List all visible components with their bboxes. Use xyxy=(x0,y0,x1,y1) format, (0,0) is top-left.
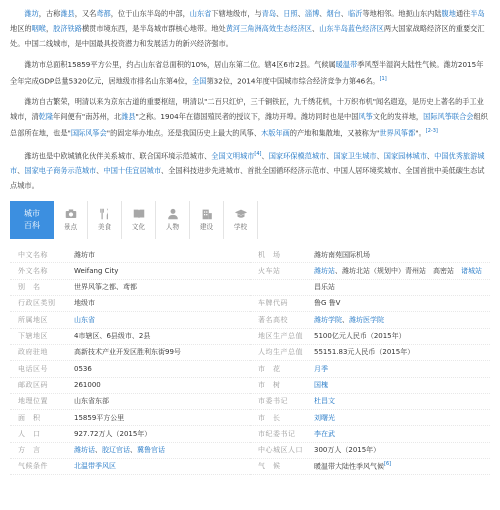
inline-link[interactable]: 国际风筝会 xyxy=(70,128,107,138)
text-run: 的产地和集散地，又被称为" xyxy=(289,128,380,138)
info-row xyxy=(250,378,490,394)
inline-link[interactable]: 杜昌文 xyxy=(314,397,335,406)
text-run: 地区的 xyxy=(10,24,32,33)
inline-link[interactable]: 国际风筝联合会 xyxy=(423,112,474,122)
inline-link[interactable]: 鸢都 xyxy=(96,9,111,18)
inline-link[interactable]: 木版年画 xyxy=(261,128,290,138)
info-key: 气候条件 xyxy=(18,462,48,471)
info-key: 机 场 xyxy=(258,250,281,259)
text-run: 、 xyxy=(261,151,269,161)
info-key: 人 口 xyxy=(18,429,41,438)
info-value xyxy=(74,331,250,342)
inline-link[interactable]: 潍坊 xyxy=(24,9,39,18)
info-value xyxy=(314,331,490,342)
inline-link[interactable]: 日照 xyxy=(283,9,298,18)
info-key: 邮政区码 xyxy=(18,380,48,389)
text-run: 山东省东部 xyxy=(74,397,109,406)
info-key: 方 言 xyxy=(18,446,41,455)
info-value xyxy=(314,298,490,309)
info-value xyxy=(74,266,250,277)
card-tab-label: 人物 xyxy=(165,223,180,232)
inline-link[interactable]: 刘曙光 xyxy=(314,413,335,422)
text-run: 、 xyxy=(130,446,137,455)
info-row xyxy=(10,394,250,410)
graduation-cap-icon xyxy=(234,207,248,221)
text-run: 0536 xyxy=(74,364,92,373)
card-tab-label: 学校 xyxy=(233,223,248,232)
inline-link[interactable]: 潍坊话 xyxy=(74,446,95,455)
text-run: 世界风筝之都、鸢都 xyxy=(74,283,137,292)
text-run: "。 xyxy=(415,128,426,138)
inline-link[interactable]: 咽喉 xyxy=(31,24,46,33)
info-row xyxy=(10,280,250,296)
text-run: 地级市 xyxy=(74,299,95,308)
inline-link[interactable]: 中国十佳宜居城市 xyxy=(103,166,162,176)
text-run: 、 xyxy=(342,315,349,324)
info-row xyxy=(10,426,250,442)
card-tab-building[interactable] xyxy=(190,201,224,239)
info-value xyxy=(74,445,250,456)
info-key: 人均生产总值 xyxy=(258,348,303,357)
info-row xyxy=(250,459,490,475)
card-tab-label: 美食 xyxy=(97,223,112,232)
inline-link[interactable]: 全国 xyxy=(192,76,207,86)
text-run: 潍坊市总面积15859平方公里，约占山东省总面积的10%，居山东第二位。辖4区6市2县。气候属 xyxy=(24,60,336,69)
text-run: 5100亿元人民币（2015年） xyxy=(314,332,406,341)
info-key: 地理位置 xyxy=(18,397,48,406)
text-run: 昌乐站 xyxy=(314,283,335,292)
info-key: 市 长 xyxy=(258,413,281,422)
text-run: 暖温带大陆性季风气候 xyxy=(314,462,384,471)
inline-link[interactable]: 烟台 xyxy=(326,9,341,18)
info-key: 市委书记 xyxy=(258,397,288,406)
text-run: 潍坊自古繁荣，明清以来为京东古道的重要枢纽，明清以"二百只红炉，三千铜铁匠，九千绣花机，十万织布机"闻名遐迩，是历史上著名的手工业城市，清 xyxy=(10,97,484,122)
city-card-bar xyxy=(10,201,490,239)
info-row xyxy=(250,247,490,263)
info-value xyxy=(314,347,490,358)
inline-link[interactable]: 风筝 xyxy=(358,112,373,122)
info-row xyxy=(10,443,250,459)
info-key: 政府驻地 xyxy=(18,348,48,357)
info-value xyxy=(74,250,250,261)
card-tab-label: 建设 xyxy=(199,223,214,232)
inline-link[interactable]: 潍坊学院 xyxy=(314,315,342,324)
info-key: 中心城区人口 xyxy=(258,446,303,455)
info-row xyxy=(10,378,250,394)
card-tab-person[interactable] xyxy=(156,201,190,239)
inline-link[interactable]: 临沂 xyxy=(348,9,363,18)
text-run: 年间便有"南苏州，北 xyxy=(53,112,122,122)
info-key: 车牌代码 xyxy=(258,299,288,308)
info-value xyxy=(74,429,250,440)
info-row xyxy=(10,329,250,345)
text-run: 261000 xyxy=(74,380,101,389)
cutlery-icon xyxy=(98,207,112,221)
inline-link[interactable]: 国家卫生城市 xyxy=(333,151,377,161)
inline-link[interactable]: 国家环保模范城市 xyxy=(268,151,327,161)
basic-info-box xyxy=(10,247,490,475)
card-bar-spacer xyxy=(258,201,490,239)
inline-link[interactable]: 全国文明城市 xyxy=(211,151,255,161)
info-row xyxy=(250,361,490,377)
inline-link[interactable]: 暖温带 xyxy=(335,60,358,69)
logo-line: 百科 xyxy=(24,221,40,231)
inline-link[interactable]: 诸城站 xyxy=(461,266,482,275)
info-value xyxy=(314,266,490,277)
card-tab-graduation-cap[interactable] xyxy=(224,201,258,239)
text-run: ，古称 xyxy=(38,9,61,18)
citation-link[interactable]: [2-3] xyxy=(425,128,438,135)
info-row xyxy=(10,247,250,263)
info-value xyxy=(74,396,250,407)
city-encyclopedia-logo[interactable] xyxy=(10,201,54,239)
card-tab-label: 景点 xyxy=(63,223,78,232)
info-key: 市 树 xyxy=(258,380,281,389)
info-value xyxy=(314,396,490,407)
info-row xyxy=(250,394,490,410)
text-run: "之称。1904年在德国殖民者的授议下，潍坊开埠。潍坊同时也是中国 xyxy=(135,112,359,122)
info-row xyxy=(250,263,490,279)
info-key: 地区生产总值 xyxy=(258,332,303,341)
text-run: 潍坊也是中欧城镇化伙伴关系城市、联合国环境示范城市、 xyxy=(24,151,212,161)
citation-link[interactable]: [4] xyxy=(254,150,262,157)
text-run: 、潍坊北站（规划中）青州站 高密站 xyxy=(335,266,461,275)
text-run: 两大国家战略经济区的重要交汇处。中国二线城市，是中国最具投资潜力和发展活力的新兴经济强市。 xyxy=(10,24,485,48)
inline-link[interactable]: 青岛 xyxy=(261,9,277,18)
inline-link[interactable]: 国家电子商务示范城市 xyxy=(24,166,97,176)
text-run: 组织总部所在地，也是" xyxy=(10,112,488,138)
intro-paragraph xyxy=(10,6,490,51)
info-key: 市 花 xyxy=(258,364,281,373)
inline-link[interactable]: 北温带季风区 xyxy=(74,462,116,471)
text-run: Weifang City xyxy=(74,266,119,275)
info-row xyxy=(10,410,250,426)
info-value xyxy=(74,380,250,391)
citation-link[interactable]: [1] xyxy=(379,76,387,82)
info-row xyxy=(250,410,490,426)
text-run: 、 xyxy=(276,9,284,18)
info-column-right xyxy=(250,247,490,475)
text-run: ，又名 xyxy=(74,9,97,18)
text-run: 、 xyxy=(95,446,102,455)
text-run: ， xyxy=(45,24,54,33)
info-value xyxy=(314,282,490,293)
text-run: 、全国科技进步先进城市、首批全国循环经济示范市、中国人居环境奖城市、全国首批中美低碳生态试点城市。 xyxy=(10,166,485,191)
info-key: 电话区号 xyxy=(18,364,48,373)
info-row xyxy=(10,296,250,312)
text-run: 第32位，2014年度中国城市综合经济竞争力第46名。 xyxy=(206,76,380,86)
info-value xyxy=(314,413,490,424)
info-row xyxy=(10,459,250,475)
logo-line: 城市 xyxy=(24,209,40,219)
info-value xyxy=(74,315,250,326)
text-run: 、 xyxy=(326,151,334,161)
text-run: 、 xyxy=(311,24,320,33)
info-value xyxy=(74,347,250,358)
inline-link[interactable]: 李在武 xyxy=(314,429,335,438)
inline-link[interactable]: 中国优秀旅游城市 xyxy=(10,151,485,176)
text-run: 潍坊南苑国际机场 xyxy=(314,250,370,259)
inline-link[interactable]: 月季 xyxy=(314,364,328,373)
inline-link[interactable]: 胶济铁路 xyxy=(53,24,82,33)
inline-link[interactable]: 黄河三角洲高效生态经济区 xyxy=(225,24,312,33)
text-run: 文化的发祥地， xyxy=(372,112,424,122)
info-key: 外文名称 xyxy=(18,266,48,275)
info-row xyxy=(10,361,250,377)
card-tab-camera[interactable] xyxy=(54,201,88,239)
info-value xyxy=(74,413,250,424)
text-run: ，位于山东半岛的中部， xyxy=(110,9,190,18)
info-row xyxy=(10,345,250,361)
text-run: 、 xyxy=(319,9,327,18)
info-key: 气 候 xyxy=(258,462,281,471)
info-row xyxy=(250,345,490,361)
info-value xyxy=(74,364,250,375)
info-key: 所属地区 xyxy=(18,315,48,324)
person-icon xyxy=(166,207,180,221)
info-row xyxy=(10,263,250,279)
book-icon xyxy=(132,207,146,221)
info-row xyxy=(250,296,490,312)
inline-link[interactable]: 潍县 xyxy=(121,112,136,122)
text-run: 、 xyxy=(17,166,25,176)
inline-link[interactable]: 半岛 xyxy=(470,9,485,18)
inline-link[interactable]: 淄博 xyxy=(304,9,320,18)
inline-link[interactable]: 山东半岛蓝色经济区 xyxy=(319,24,384,33)
intro-paragraph xyxy=(10,94,490,140)
camera-icon xyxy=(64,207,78,221)
card-tab-cutlery[interactable] xyxy=(88,201,122,239)
inline-link[interactable]: 世界风筝都 xyxy=(379,128,416,138)
info-value xyxy=(314,250,490,261)
info-column-left xyxy=(10,247,250,475)
info-key: 面 积 xyxy=(18,413,41,422)
text-run: 927.72万人（2015年） xyxy=(74,429,152,438)
text-run: 55151.83元人民币（2015年） xyxy=(314,348,415,357)
info-key: 行政区类别 xyxy=(18,299,56,308)
info-value xyxy=(314,380,490,391)
text-run: 4市辖区、6县级市、2县 xyxy=(74,332,151,341)
citation-link[interactable]: [6] xyxy=(384,461,392,468)
text-run: 高新技术产业开发区胜利东街99号 xyxy=(74,348,181,357)
info-value xyxy=(74,461,250,472)
info-value xyxy=(314,461,490,472)
info-row xyxy=(250,329,490,345)
inline-link[interactable]: 潍县 xyxy=(60,9,75,18)
info-row xyxy=(10,312,250,328)
inline-link[interactable]: 潍坊站 xyxy=(314,266,335,275)
info-row xyxy=(250,280,490,296)
card-tab-label: 文化 xyxy=(131,223,146,232)
text-run: 、 xyxy=(340,9,349,18)
text-run: 、 xyxy=(376,151,384,161)
info-value xyxy=(314,445,490,456)
inline-link[interactable]: 山东省 xyxy=(189,9,212,18)
info-row xyxy=(250,426,490,442)
text-run: 、 xyxy=(297,9,305,18)
inline-link[interactable]: 乾隆 xyxy=(38,112,54,122)
text-run: 等地相邻。地扼山东内陆 xyxy=(362,9,442,18)
text-run: "的固定举办地点。还是我国历史上最大的风筝、 xyxy=(106,128,262,138)
info-value xyxy=(314,315,490,326)
intro-paragraph xyxy=(10,57,490,88)
text-run: 潍坊市 xyxy=(74,250,95,259)
text-run: 、 xyxy=(96,166,104,176)
inline-link[interactable]: 国家园林城市 xyxy=(383,151,427,161)
info-key: 下辖地区 xyxy=(18,332,48,341)
info-key: 中文名称 xyxy=(18,250,48,259)
info-key: 别 名 xyxy=(18,283,41,292)
text-run: 通往 xyxy=(455,9,471,18)
info-value xyxy=(74,298,250,309)
text-run: 300万人（2015年） xyxy=(314,446,381,455)
text-run: 15859平方公里 xyxy=(74,413,125,422)
inline-link[interactable]: 国槐 xyxy=(314,380,328,389)
info-key: 市纪委书记 xyxy=(258,429,296,438)
info-key: 火车站 xyxy=(258,266,281,275)
info-value xyxy=(314,429,490,440)
card-tab-book[interactable] xyxy=(122,201,156,239)
info-row xyxy=(250,312,490,328)
text-run: 鲁G 鲁V xyxy=(314,299,341,308)
intro-paragraph xyxy=(10,147,490,193)
info-value xyxy=(314,364,490,375)
text-run: 横贯市境东西，是半岛城市群核心地带。地处 xyxy=(81,24,226,33)
inline-link[interactable]: 潍坊医学院 xyxy=(349,315,384,324)
info-value xyxy=(74,282,250,293)
inline-link[interactable]: 胶辽官话 xyxy=(102,446,130,455)
text-run: 下辖地级市，与 xyxy=(211,9,262,18)
info-row xyxy=(250,443,490,459)
info-key: 著名高校 xyxy=(258,315,288,324)
inline-link[interactable]: 山东省 xyxy=(74,315,95,324)
text-run: 季风型半湿润大陆性气候。潍坊2015年全年完成GDP总量5320亿元，居地级市排名山东第4位， xyxy=(10,60,484,86)
inline-link[interactable]: 腹地 xyxy=(441,9,456,18)
inline-link[interactable]: 冀鲁官话 xyxy=(137,446,165,455)
building-icon xyxy=(200,207,214,221)
text-run: 、 xyxy=(426,151,435,161)
